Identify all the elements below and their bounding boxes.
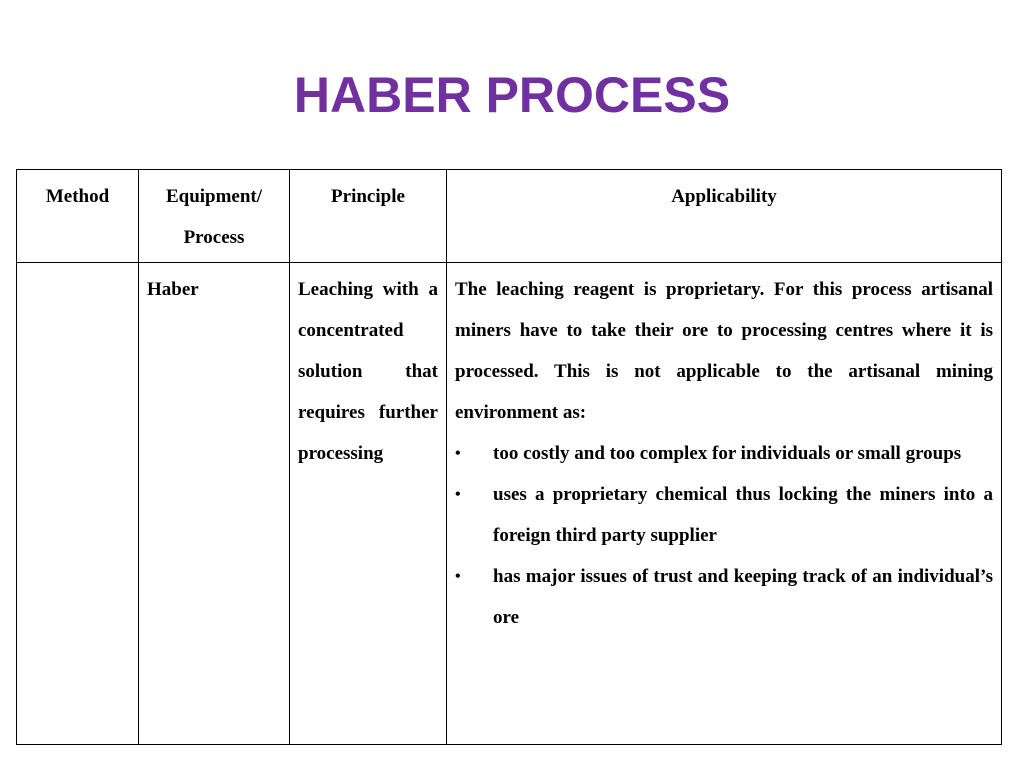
header-method: Method <box>17 170 139 263</box>
list-item <box>455 556 993 638</box>
list-item-text: has major issues of trust and keeping track of an individual’s ore <box>493 566 993 628</box>
table-header-row <box>17 170 1002 263</box>
applicability-intro: The leaching reagent is proprietary. For this process artisanal miners have to take their ore to processing centres where it is processed. This is not applicable to the artisanal mining environment as: <box>455 279 993 423</box>
cell-applicability <box>447 263 1002 745</box>
bullet-icon: • <box>455 445 461 462</box>
header-equipment-process: Equipment/ Process <box>139 170 290 263</box>
bullet-icon: • <box>455 568 461 585</box>
process-table <box>16 169 1002 745</box>
header-applicability: Applicability <box>447 170 1002 263</box>
list-item <box>455 474 993 556</box>
table-row <box>17 263 1002 745</box>
cell-principle: Leaching with a concentrated solution that requires further processing <box>290 263 447 745</box>
list-item <box>455 433 993 474</box>
list-item-text: uses a proprietary chemical thus locking the miners into a foreign third party supplier <box>493 484 993 546</box>
bullet-icon: • <box>455 486 461 503</box>
header-principle: Principle <box>290 170 447 263</box>
list-item-text: too costly and too complex for individuals or small groups <box>493 443 962 464</box>
page-title: HABER PROCESS <box>293 67 731 123</box>
cell-equipment-process: Haber <box>139 263 290 745</box>
cell-method <box>17 263 139 745</box>
applicability-bullet-list <box>455 433 993 638</box>
